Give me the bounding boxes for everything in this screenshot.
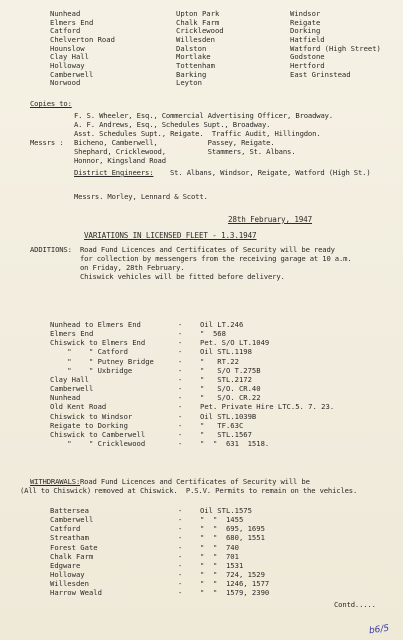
garage-name: Reigate bbox=[290, 17, 321, 27]
copies-heading: Copies to: bbox=[30, 99, 72, 108]
row-vehicle: " " 680, 1551 bbox=[200, 533, 265, 543]
additions-text: for collection by messengers from the receiving garage at 10 a.m. bbox=[80, 254, 352, 263]
row-route: " " Putney Bridge bbox=[50, 356, 154, 366]
row-dash: - bbox=[178, 524, 183, 534]
row-route: " " Catford bbox=[50, 347, 128, 357]
table-row bbox=[0, 589, 403, 598]
garage-name: Hounslow bbox=[50, 43, 85, 53]
additions-text: Chiswick vehicles will be fitted before delivery. bbox=[80, 272, 285, 281]
row-vehicle: Pet. Private Hire LTC.5. 7. 23. bbox=[200, 402, 335, 412]
messrs-line: Shephard, Cricklewood, Stammers, St. Albans. bbox=[74, 147, 296, 156]
continued-marker: Contd..... bbox=[334, 600, 376, 609]
row-vehicle: " " 740 bbox=[200, 542, 239, 552]
row-route: Nunhead bbox=[50, 393, 81, 403]
morley-line: Messrs. Morley, Lennard & Scott. bbox=[74, 192, 208, 201]
row-vehicle: " S/O. CR.22 bbox=[200, 393, 261, 403]
row-route: Reigate to Dorking bbox=[50, 420, 128, 430]
row-route: Old Kent Road bbox=[50, 402, 107, 412]
messrs-label: Messrs : bbox=[30, 138, 64, 147]
row-vehicle: " 568 bbox=[200, 329, 226, 339]
garage-name: Clay Hall bbox=[50, 52, 89, 62]
row-route: Camberwell bbox=[50, 515, 94, 525]
row-dash: - bbox=[178, 570, 183, 580]
row-vehicle: " S/O. CR.40 bbox=[200, 384, 261, 394]
additions-text: Road Fund Licences and Certificates of Security will be ready bbox=[80, 245, 335, 254]
copies-line: Asst. Schedules Supt., Reigate. Traffic Audit, Hillingdon. bbox=[74, 129, 321, 138]
garage-column-1 bbox=[50, 10, 115, 88]
row-route: Forest Gate bbox=[50, 542, 98, 552]
row-dash: - bbox=[178, 411, 183, 421]
garage-name: Hertford bbox=[290, 60, 325, 70]
copies-line: A. F. Andrews, Esq., Schedules Supt., Broadway. bbox=[74, 120, 271, 129]
withdrawals-note: (All to Chiswick) bbox=[20, 486, 92, 495]
messrs-line: Bicheno, Camberwell, Passey, Reigate. bbox=[74, 138, 275, 147]
row-route: Chiswick to Elmers End bbox=[50, 338, 146, 348]
garage-name: Catford bbox=[50, 26, 81, 36]
row-vehicle: " STL.2172 bbox=[200, 374, 252, 384]
row-route: Battersea bbox=[50, 506, 89, 515]
additions-text: on Friday, 28th February. bbox=[80, 263, 185, 272]
row-vehicle: Oil LT.246 bbox=[200, 320, 244, 329]
row-dash: - bbox=[178, 320, 183, 329]
row-vehicle: " " 1579, 2390 bbox=[200, 588, 270, 598]
row-dash: - bbox=[178, 429, 183, 439]
garage-name: Dorking bbox=[290, 26, 321, 36]
row-dash: - bbox=[178, 506, 183, 515]
row-dash: - bbox=[178, 588, 183, 598]
garage-name: Upton Park bbox=[176, 9, 220, 18]
row-route: Clay Hall bbox=[50, 374, 89, 384]
row-dash: - bbox=[178, 384, 183, 394]
garage-name: Barking bbox=[176, 69, 207, 79]
handwritten-page-mark: b6/5 bbox=[368, 623, 390, 637]
row-dash: - bbox=[178, 579, 183, 589]
garage-name: Elmers End bbox=[50, 17, 94, 27]
messrs-line: Honnor, Kingsland Road bbox=[74, 156, 166, 165]
garage-name: Leyton bbox=[176, 78, 202, 88]
garage-name: Nunhead bbox=[50, 9, 81, 18]
row-route: " " Uxbridge bbox=[50, 365, 133, 375]
row-dash: - bbox=[178, 560, 183, 570]
garage-name: Watford (High Street) bbox=[290, 43, 381, 53]
row-vehicle: " TF.63C bbox=[200, 420, 244, 430]
garage-name: Cricklewood bbox=[176, 26, 224, 36]
row-vehicle: " " 724, 1529 bbox=[200, 570, 265, 580]
row-route: Willesden bbox=[50, 579, 89, 589]
district-engineers-text: St. Albans, Windsor, Reigate, Watford (High St.) bbox=[170, 168, 371, 177]
garage-name: East Grinstead bbox=[290, 69, 351, 79]
document-date: 28th February, 1947 bbox=[228, 215, 313, 224]
withdrawals-text: Road Fund Licences and Certificates of Security will be bbox=[80, 477, 310, 486]
garage-name: Chelverton Road bbox=[50, 34, 115, 44]
row-route: Camberwell bbox=[50, 384, 94, 394]
row-dash: - bbox=[178, 551, 183, 561]
garage-name: Camberwell bbox=[50, 69, 94, 79]
row-vehicle: " " 1531 bbox=[200, 560, 244, 570]
row-dash: - bbox=[178, 356, 183, 366]
withdrawals-text: removed at Chiswick. P.S.V. Permits to remain on the vehicles. bbox=[94, 486, 358, 495]
row-route: Chiswick to Windsor bbox=[50, 411, 133, 421]
withdrawals-label: WITHDRAWALS: bbox=[30, 477, 81, 486]
row-dash: - bbox=[178, 329, 183, 339]
row-route: Catford bbox=[50, 524, 81, 534]
row-vehicle: " " 1455 bbox=[200, 515, 244, 525]
garage-name: Chalk Farm bbox=[176, 17, 220, 27]
row-dash: - bbox=[178, 420, 183, 430]
row-dash: - bbox=[178, 347, 183, 357]
row-vehicle: " " 1246, 1577 bbox=[200, 579, 270, 589]
additions-label: ADDITIONS: bbox=[30, 245, 72, 254]
row-vehicle: Oil STL.1575 bbox=[200, 506, 252, 515]
garage-name: Hatfield bbox=[290, 34, 325, 44]
row-dash: - bbox=[178, 402, 183, 412]
garage-name: Mortlake bbox=[176, 52, 211, 62]
row-dash: - bbox=[178, 338, 183, 348]
row-dash: - bbox=[178, 533, 183, 543]
garage-name: Godstone bbox=[290, 52, 325, 62]
row-route: Streatham bbox=[50, 533, 89, 543]
table-row bbox=[0, 440, 403, 449]
row-vehicle: " " 695, 1695 bbox=[200, 524, 265, 534]
row-route: Edgware bbox=[50, 560, 81, 570]
row-route: Harrow Weald bbox=[50, 588, 102, 598]
row-route: Holloway bbox=[50, 570, 85, 580]
row-vehicle: " S/O T.275B bbox=[200, 365, 261, 375]
row-route: " " Cricklewood bbox=[50, 438, 146, 448]
row-route: Nunhead to Elmers End bbox=[50, 320, 141, 329]
garage-name: Dalston bbox=[176, 43, 207, 53]
garage-name: Holloway bbox=[50, 60, 85, 70]
garage-name: Willesden bbox=[176, 34, 215, 44]
row-dash: - bbox=[178, 374, 183, 384]
variations-title: VARIATIONS IN LICENSED FLEET - 1.3.1947 bbox=[84, 231, 257, 240]
row-vehicle: " " 631 1518. bbox=[200, 438, 270, 448]
row-dash: - bbox=[178, 365, 183, 375]
garage-name: Windsor bbox=[290, 9, 321, 18]
row-dash: - bbox=[178, 438, 183, 448]
row-dash: - bbox=[178, 393, 183, 403]
row-vehicle: Oil STL.1198 bbox=[200, 347, 252, 357]
row-vehicle: Pet. S/O LT.1049 bbox=[200, 338, 270, 348]
row-route: Chiswick to Camberwell bbox=[50, 429, 146, 439]
row-dash: - bbox=[178, 515, 183, 525]
garage-column-2 bbox=[176, 10, 224, 88]
row-dash: - bbox=[178, 542, 183, 552]
garage-name: Tottenham bbox=[176, 60, 215, 70]
table-row bbox=[0, 403, 403, 412]
district-engineers-label: District Engineers: bbox=[74, 168, 154, 177]
copies-line: F. S. Wheeler, Esq., Commercial Advertising Officer, Broadway. bbox=[74, 111, 333, 120]
garage-name: Norwood bbox=[50, 78, 81, 88]
row-vehicle: Oil STL.1039B bbox=[200, 411, 257, 421]
row-route: Elmers End bbox=[50, 329, 94, 339]
row-vehicle: " STL.1567 bbox=[200, 429, 252, 439]
garage-column-3 bbox=[290, 10, 381, 79]
row-route: Chalk Farm bbox=[50, 551, 94, 561]
row-vehicle: " " 701 bbox=[200, 551, 239, 561]
row-vehicle: " RT.22 bbox=[200, 356, 239, 366]
